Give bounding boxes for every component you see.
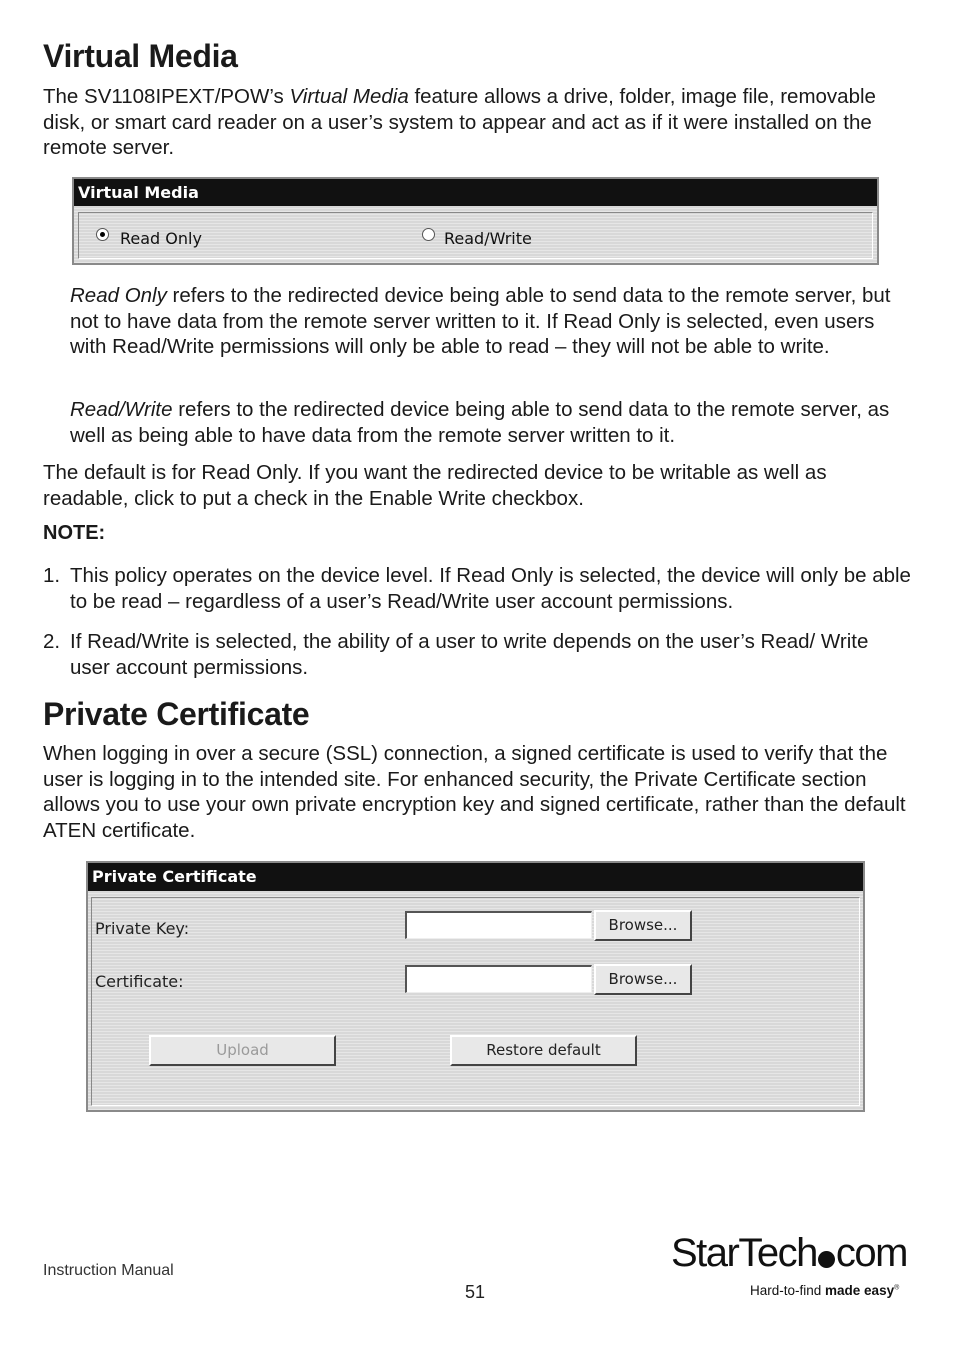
certificate-browse-button[interactable]: Browse... (594, 964, 692, 995)
private-key-browse-button[interactable]: Browse... (594, 910, 692, 941)
read-only-radio[interactable] (96, 228, 109, 241)
logo-dot-icon (818, 1251, 835, 1268)
logo-tagline: Hard-to-find made easy® (750, 1283, 900, 1298)
private-key-input[interactable] (405, 911, 592, 939)
intro-emphasis: Virtual Media (289, 85, 409, 108)
note-label: NOTE: (43, 522, 106, 544)
read-write-label[interactable]: Read/Write (444, 229, 532, 248)
startech-logo: StarTech com (671, 1231, 907, 1275)
read-only-label[interactable]: Read Only (120, 229, 202, 248)
list-item-text: If Read/Write is selected, the ability of a user to write depends on the user’s Read/ Write user account permissions. (70, 630, 869, 679)
section-title-virtual-media: Virtual Media (43, 38, 238, 74)
virtual-media-panel-title: Virtual Media (74, 179, 877, 206)
read-only-description (70, 283, 913, 360)
restore-default-button[interactable]: Restore default (450, 1035, 637, 1066)
upload-button[interactable]: Upload (149, 1035, 336, 1066)
read-write-radio[interactable] (422, 228, 435, 241)
virtual-media-panel (72, 177, 879, 265)
virtual-media-intro (43, 84, 913, 161)
private-key-label: Private Key: (95, 919, 190, 938)
certificate-label: Certificate: (95, 972, 184, 991)
list-item-number: 2. (43, 630, 61, 653)
section-title-private-certificate: Private Certificate (43, 696, 310, 732)
certificate-input[interactable] (405, 965, 592, 993)
page-number: 51 (465, 1282, 486, 1302)
list-item-number: 1. (43, 564, 61, 587)
list-item-text: This policy operates on the device level. If Read Only is selected, the device will only be able to be read – regardless of a user’s Read/Write user account permissions. (70, 564, 911, 613)
intro-text-b: feature allows a drive, folder, image file, removable disk, or smart card reader on a user’s system to appear and act as if it were installed on the remote server. (43, 85, 876, 159)
private-certificate-intro: When logging in over a secure (SSL) connection, a signed certificate is used to verify that the user is logging in to the intended site. For enhanced security, the Private Certificate section allows you to use your own private encryption key and signed certificate, rather than the default ATEN certificate. (43, 742, 906, 842)
default-text: The default is for Read Only. If you want the redirected device to be writable as well as readable, click to put a check in the Enable Write checkbox. (43, 461, 827, 510)
intro-text-a: The SV1108IPEXT/POW’s (43, 85, 290, 108)
read-write-text: refers to the redirected device being able to send data to the remote server, as well as being able to have data from the remote server written to it. (70, 398, 890, 447)
private-certificate-panel (86, 861, 865, 1112)
footer-instruction-manual: Instruction Manual (43, 1262, 174, 1279)
read-write-description (70, 397, 913, 448)
private-certificate-panel-title: Private Certificate (88, 863, 863, 891)
read-only-text: refers to the redirected device being able to send data to the remote server, but not to have data from the remote server written to it. If Read Only is selected, even users with Read/Write permissions will only be able to read – they will not be able to write. (70, 284, 891, 358)
read-write-term: Read/Write (70, 398, 173, 421)
read-only-term: Read Only (70, 284, 167, 307)
